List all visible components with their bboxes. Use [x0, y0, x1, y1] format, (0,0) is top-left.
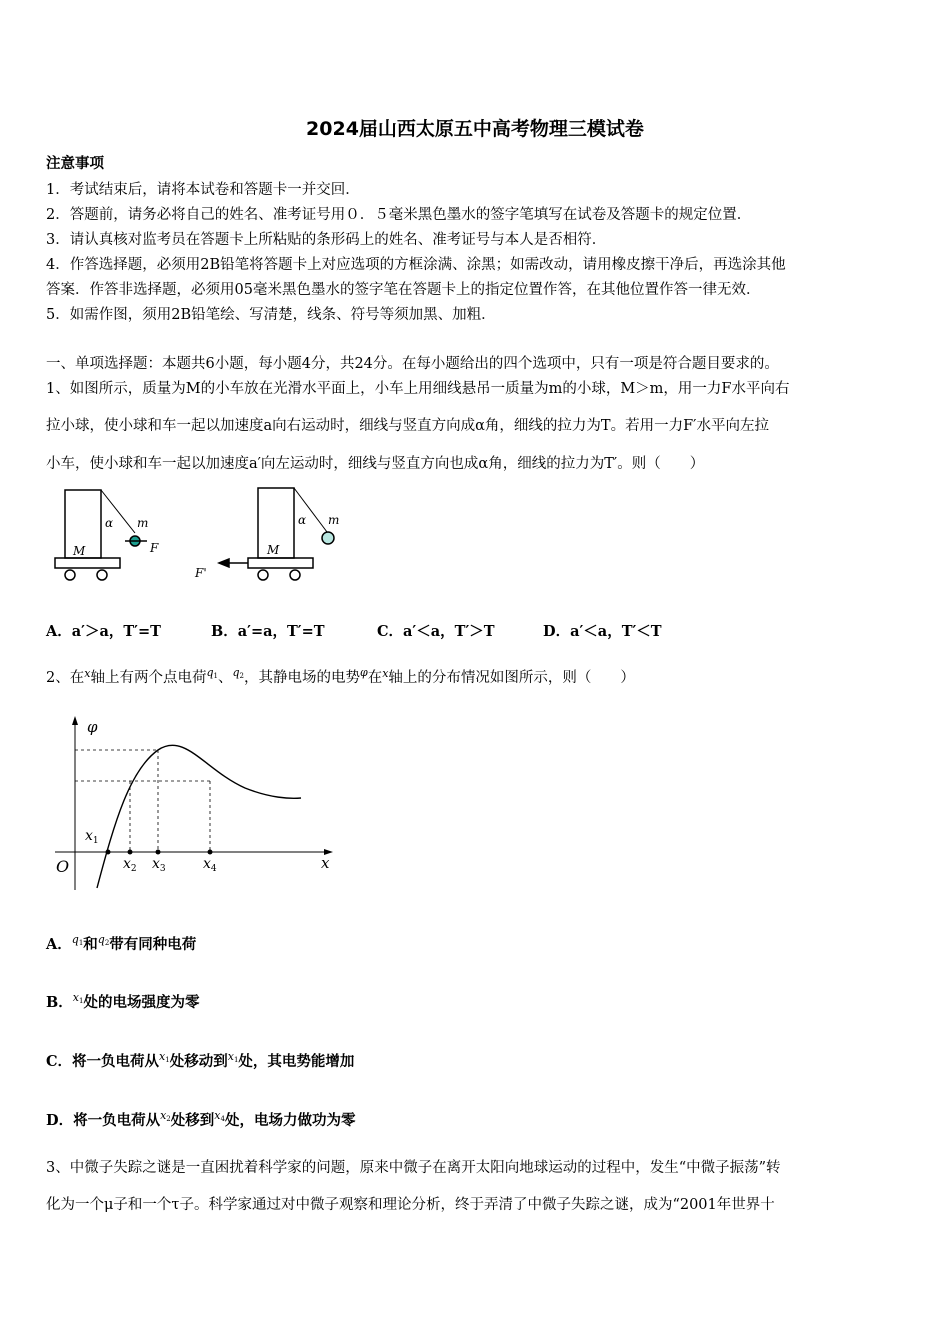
graph-x3-label: $x_3$ — [152, 856, 166, 874]
q2-c-prefix: C．将一负电荷从 — [46, 1053, 160, 1070]
q1-option-c[interactable]: C．a′＜a，T′＞T — [377, 623, 495, 640]
q2-stem-phi: φ — [359, 666, 368, 679]
graph-x1-label: $x_1$ — [85, 828, 99, 846]
q2-d-x1: x — [160, 1109, 167, 1122]
q1-right-Fprime: F' — [195, 566, 207, 580]
q2-stem-part-4: 在 — [367, 670, 383, 686]
q2-a-text: 带有同种电荷 — [109, 936, 197, 953]
q1-left-M: M — [73, 544, 86, 558]
q1-line-2: 拉小球，使小球和车一起以加速度a向右运动时，细线与竖直方向成α角，细线的拉力为T。若用一力F′水平向左拉 — [46, 418, 769, 434]
q2-stem-part-5: 轴上的分布情况如图所示，则（ ） — [388, 670, 635, 686]
notice-heading: 注意事项 — [46, 155, 104, 172]
q2-a-and: 和 — [83, 936, 98, 953]
notice-item-2: 2．答题前，请务必将自己的姓名、准考证号用０．５毫米黑色墨水的签字笔填写在试卷及答题卡的规定位置． — [46, 207, 752, 223]
q2-a-q: q — [71, 933, 79, 946]
q2-stem — [46, 666, 635, 687]
q2-option-a[interactable] — [46, 933, 196, 954]
q1-left-m: m — [137, 516, 149, 530]
q1-figure-left — [55, 490, 147, 580]
q1-option-b[interactable]: B．a′=a，T′=T — [211, 623, 325, 640]
q2-d-sub2: 4 — [220, 1115, 225, 1123]
graph-phi-label: φ — [87, 718, 98, 736]
q2-c-sub2: 1 — [233, 1056, 239, 1064]
q1-right-M: M — [267, 543, 280, 557]
q2-d-text: 处，电场力做功为零 — [224, 1112, 356, 1129]
q2-c-x2: x — [227, 1050, 234, 1063]
graph-origin-label: O — [56, 857, 70, 876]
q2-d-prefix: D．将一负电荷从 — [46, 1112, 161, 1129]
q2-stem-x-2: x — [382, 667, 389, 680]
q2-stem-sep: 、 — [217, 670, 233, 686]
notice-item-1: 1．考试结束后，请将本试卷和答题卡一并交回． — [46, 182, 360, 198]
q1-figure-right — [219, 488, 334, 580]
q2-stem-x: x — [84, 667, 91, 680]
q1-option-d[interactable]: D．a′＜a，T′＜T — [543, 623, 662, 640]
q2-stem-q2: q — [232, 666, 240, 679]
q2-potential-graph — [45, 710, 345, 895]
q2-d-mid: 处移到 — [170, 1112, 215, 1129]
graph-x-label: x — [321, 854, 330, 872]
q2-stem-part-1: 2、在 — [46, 670, 85, 686]
q2-stem-part-3: ，其静电场的电势 — [243, 670, 360, 686]
q1-figures — [45, 480, 345, 590]
q2-a-sub2: 2 — [104, 939, 110, 947]
section-heading: 一、单项选择题：本题共6小题，每小题4分，共24分。在每小题给出的四个选项中，只有一项是符合题目要求的。 — [46, 356, 779, 372]
page-title: 2024届山西太原五中高考物理三模试卷 — [306, 118, 644, 140]
q2-b-text: 处的电场强度为零 — [83, 994, 200, 1011]
q2-c-mid: 处移动到 — [169, 1053, 228, 1070]
q2-b-x: x — [72, 991, 79, 1004]
graph-x2-label: $x_2$ — [123, 856, 137, 874]
notice-item-3: 3．请认真核对监考员在答题卡上所粘贴的条形码上的姓名、准考证号与本人是否相符． — [46, 232, 607, 248]
q2-b-sub: 1 — [78, 997, 84, 1005]
notice-item-4-cont: 答案．作答非选择题，必须用05毫米黑色墨水的签字笔在答题卡上的指定位置作答，在其他位置作答一律无效． — [46, 282, 761, 298]
q2-a-q2: q — [97, 933, 105, 946]
q2-stem-q1: q — [206, 666, 214, 679]
q2-d-sub1: 2 — [166, 1115, 171, 1123]
q3-line-1: 3、中微子失踪之谜是一直困扰着科学家的问题，原来中微子在离开太阳向地球运动的过程中，发生“中微子振荡”转 — [46, 1160, 781, 1176]
q2-option-b[interactable] — [46, 991, 199, 1012]
graph-x4-label: $x_4$ — [203, 856, 217, 874]
q2-stem-q1-sub: 1 — [213, 672, 218, 680]
q2-c-text: 处，其电势能增加 — [238, 1053, 355, 1070]
q2-d-x2: x — [214, 1109, 221, 1122]
notice-item-5: 5．如需作图，须用2B铅笔绘、写清楚，线条、符号等须加黑、加粗． — [46, 307, 496, 323]
q2-option-d[interactable] — [46, 1109, 355, 1130]
q2-c-x1: x — [159, 1050, 166, 1063]
q1-option-a[interactable]: A．a′＞a，T′=T — [46, 623, 161, 640]
q3-line-2: 化为一个μ子和一个τ子。科学家通过对中微子观察和理论分析，终于弄清了中微子失踪之谜，成为“2001年世界十 — [46, 1197, 775, 1213]
q1-left-F: F — [150, 541, 159, 555]
q2-a-prefix: A． — [46, 936, 72, 953]
q2-option-c[interactable] — [46, 1050, 354, 1071]
q1-right-m: m — [328, 513, 340, 527]
q2-stem-q2-sub: 2 — [239, 672, 244, 680]
q1-line-1: 1、如图所示，质量为M的小车放在光滑水平面上，小车上用细线悬吊一质量为m的小球，M＞m，用一力F水平向右 — [46, 381, 790, 397]
q2-a-sub1: 1 — [78, 939, 84, 947]
notice-item-4: 4．作答选择题，必须用2B铅笔将答题卡上对应选项的方框涂满、涂黑；如需改动，请用橡皮擦干净后，再选涂其他 — [46, 257, 786, 273]
q1-right-alpha: α — [298, 513, 307, 527]
q2-c-sub1: 1 — [165, 1056, 170, 1064]
q1-left-alpha: α — [105, 516, 114, 530]
q2-stem-part-2: 轴上有两个点电荷 — [90, 670, 207, 686]
q2-b-prefix: B． — [46, 994, 73, 1011]
q1-line-3: 小车，使小球和车一起以加速度a′向左运动时，细线与竖直方向也成α角，细线的拉力为T′。则（ ） — [46, 456, 705, 472]
